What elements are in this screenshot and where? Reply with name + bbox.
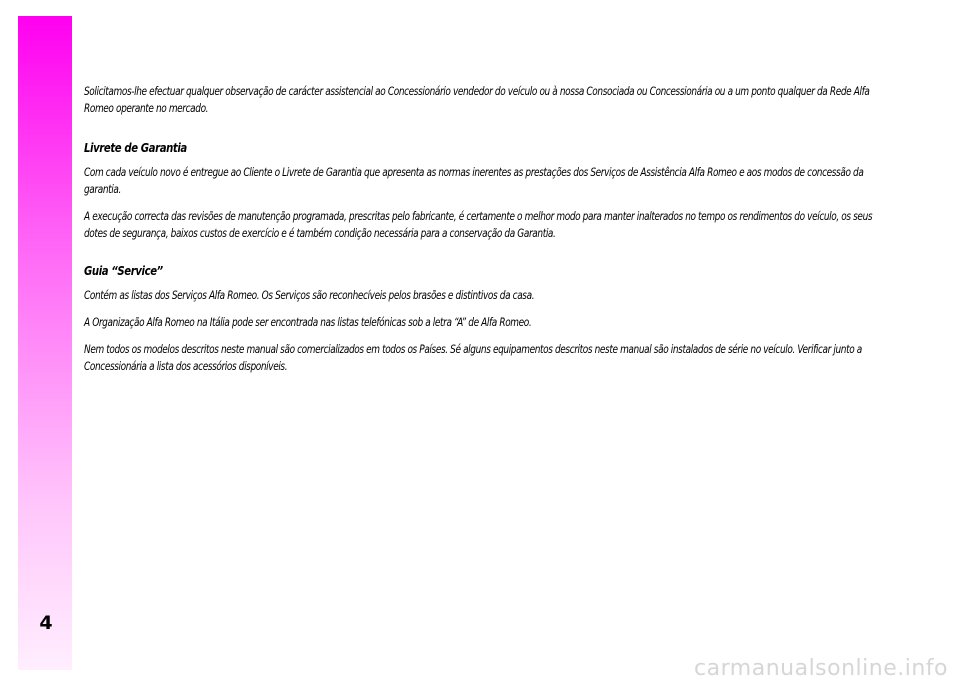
page-content <box>84 83 884 385</box>
intro-paragraph: Solicitamos-lhe efectuar qualquer observação de carácter assistencial ao Concessionário vendedor do veículo ou à nossa Consociada ou Concessionária ou a um ponto qualquer da Rede Alfa Romeo operante no mercado. <box>84 84 870 115</box>
heading-service-guide: Guia “Service” <box>84 263 163 278</box>
side-color-strip <box>18 16 72 670</box>
page-number: 4 <box>39 612 53 634</box>
watermark-text: carmanualsonline.info <box>694 656 948 681</box>
service-paragraph: Contém as listas dos Serviços Alfa Romeo. Os Serviços são reconhecíveis pelos brasões e distintivos da casa. <box>84 288 535 302</box>
warranty-paragraph: Com cada veículo novo é entregue ao Cliente o Livrete de Garantia que apresenta as normas inerentes as prestações dos Serviços de Assistência Alfa Romeo e aos modos de concessão da garantia. <box>84 165 864 196</box>
warranty-paragraph: A execução correcta das revisões de manutenção programada, prescritas pelo fabricante, é certamente o melhor modo para manter inalterados no tempo os rendimentos do veículo, os seus dotes de segurança, baixos custos de exercício e é também condição necessária para a conservação da Garantia. <box>84 209 873 240</box>
heading-warranty-booklet: Livrete de Garantia <box>84 140 187 155</box>
service-paragraph: Nem todos os modelos descritos neste manual são comercializados em todos os Países. Sé alguns equipamentos descritos neste manual são instalados de série no veículo. Verificar junto a Concessionária a lista dos acessórios disponíveis. <box>84 342 862 373</box>
service-paragraph: A Organização Alfa Romeo na Itália pode ser encontrada nas listas telefónicas sob a letra “A” de Alfa Romeo. <box>84 315 532 329</box>
